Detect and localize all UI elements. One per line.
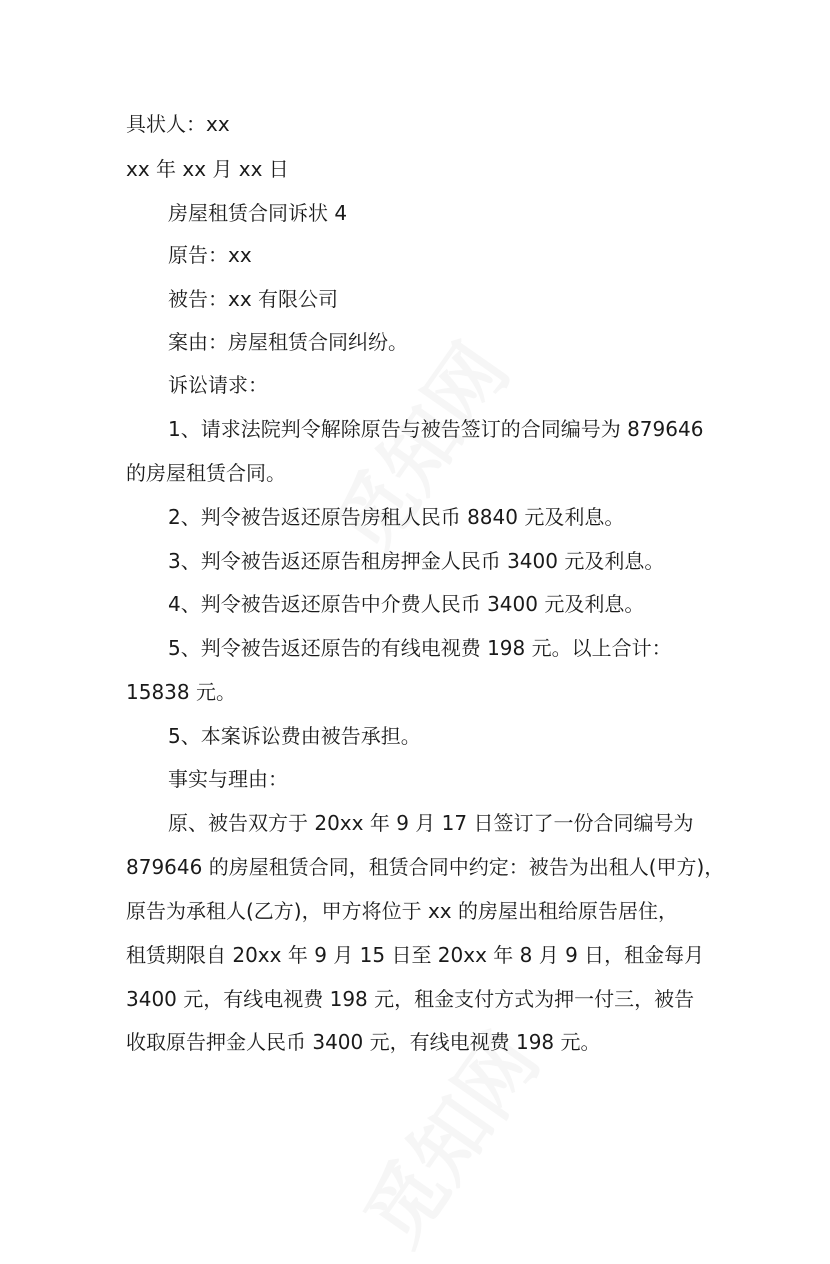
claim-item-5: 5、判令被告返还原告的有线电视费 198 元。以上合计： xyxy=(168,636,672,660)
plaintiff-line: 原告：xx xyxy=(168,243,252,267)
watermark xyxy=(304,318,530,574)
claim-item-litigation-fee: 5、本案诉讼费由被告承担。 xyxy=(168,724,421,748)
claim-item-1-continued: 的房屋租赁合同。 xyxy=(126,461,286,485)
claim-item-2: 2、判令被告返还原告房租人民币 8840 元及利息。 xyxy=(168,505,625,529)
document-title: 房屋租赁合同诉状 4 xyxy=(168,201,348,225)
facts-paragraph-line: 租赁期限自 20xx 年 9 月 15 日至 20xx 年 8 月 9 日，租金每月 xyxy=(126,943,705,967)
claim-item-3: 3、判令被告返还原告租房押金人民币 3400 元及利息。 xyxy=(168,549,665,573)
facts-paragraph-line: 原、被告双方于 20xx 年 9 月 17 日签订了一份合同编号为 xyxy=(168,811,694,835)
cause-of-action: 案由：房屋租赁合同纠纷。 xyxy=(168,330,408,354)
claim-item-5-continued: 15838 元。 xyxy=(126,680,236,704)
facts-paragraph-line: 3400 元，有线电视费 198 元，租金支付方式为押一付三，被告 xyxy=(126,987,695,1011)
claim-item-4: 4、判令被告返还原告中介费人民币 3400 元及利息。 xyxy=(168,592,645,616)
signature-date: xx 年 xx 月 xx 日 xyxy=(126,157,289,181)
facts-paragraph-line: 原告为承租人(乙方)，甲方将位于 xx 的房屋出租给原告居住， xyxy=(126,899,678,923)
claims-heading: 诉讼请求： xyxy=(168,373,268,397)
facts-paragraph-line: 879646 的房屋租赁合同，租赁合同中约定：被告为出租人(甲方)， xyxy=(126,855,725,879)
defendant-line: 被告：xx 有限公司 xyxy=(168,287,339,311)
facts-paragraph-line: 收取原告押金人民币 3400 元，有线电视费 198 元。 xyxy=(126,1030,601,1054)
claim-item-1: 1、请求法院判令解除原告与被告签订的合同编号为 879646 xyxy=(168,417,704,441)
facts-heading: 事实与理由： xyxy=(168,767,288,791)
complainant-signature: 具状人：xx xyxy=(126,112,230,136)
